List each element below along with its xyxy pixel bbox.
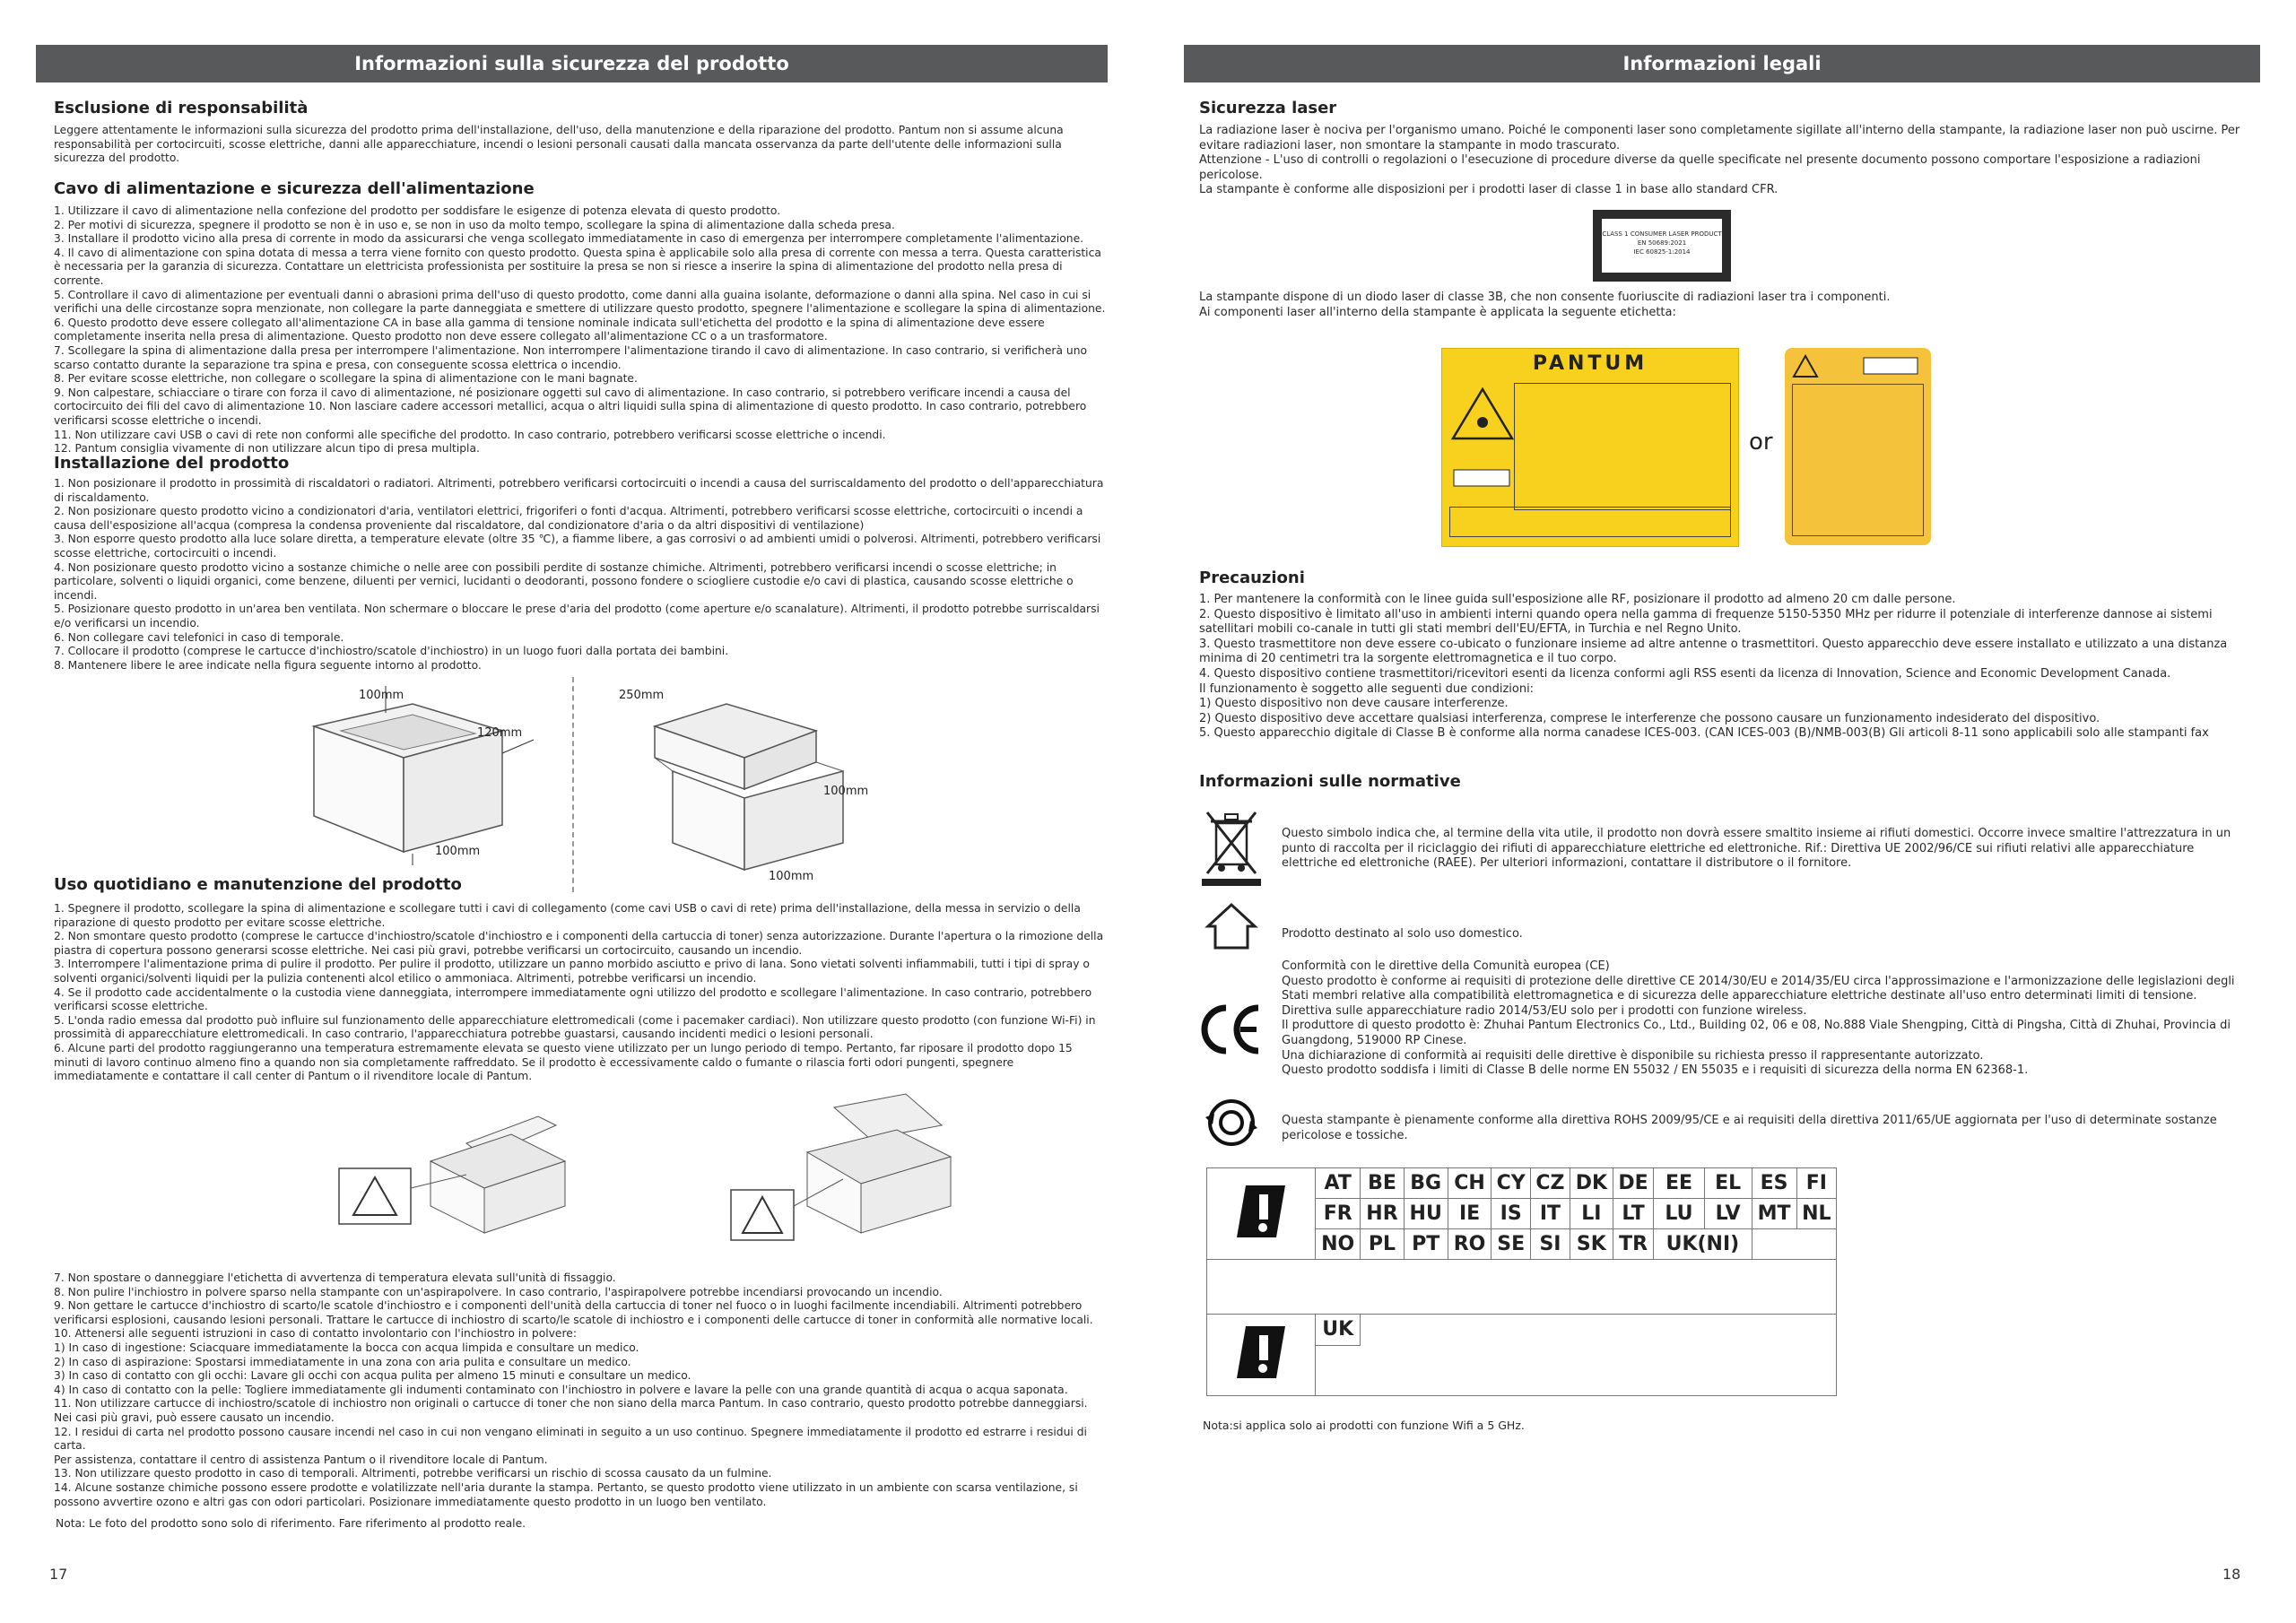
country-code: CH	[1448, 1168, 1491, 1199]
country-code: PL	[1361, 1229, 1404, 1260]
country-code: AT	[1316, 1168, 1361, 1199]
ce-line: Direttiva sulle apparecchiature radio 2014/53/EU solo per i prodotti con funzione wireless.	[1282, 1003, 1807, 1018]
laser-line: La radiazione laser è nociva per l'organismo umano. Poiché le componenti laser sono completamente sigillate all'interno della stampante, la radiazione laser non può uscirne. Per evitare radiazioni laser, non smontare la stampante in modo trascurato.	[1199, 124, 2240, 152]
laser-title: Sicurezza laser	[1199, 99, 1337, 117]
fire-item: Per assistenza, contattare il centro di assistenza Pantum o il rivenditore locale di Pantum.	[54, 1453, 548, 1466]
country-code: PT	[1404, 1229, 1448, 1260]
country-code: MT	[1752, 1199, 1796, 1229]
ce-text	[1282, 959, 2241, 1079]
install-item: 8. Mantenere libere le aree indicate nella figura seguente intorno al prodotto.	[54, 658, 482, 672]
install-item: 2. Non posizionare questo prodotto vicino a condizionatori d'aria, ventilatori elettrici, frigoriferi o fonti d'acqua. Altrimenti, potrebbero verificarsi scosse elettriche, cortocircuiti o incendi a causa dell'esposizione all'acqua (compresa la condensa proveniente dal riscaldatore, dal condizionatore d'aria o da altri dispositivi di ventilazione)	[54, 505, 1083, 532]
laser-text	[1199, 124, 2248, 198]
install-title: Installazione del prodotto	[54, 454, 290, 473]
weee-text: Questo simbolo indica che, al termine della vita utile, il prodotto non dovrà essere smaltito insieme ai rifiuti domestici. Occorre invece smaltire l'attrezzatura in un punto di raccolta per il riciclaggio dei rifiuti di apparecchiature elettriche ed elettroniche. Rif.: Direttiva UE 2002/96/CE sui rifiuti relativi alle apparecchiature elettriche ed elettroniche (RAEE). Per ulteriori informazioni, contattare il distributore o il fornitore.	[1282, 827, 2231, 871]
ce-line: Conformità con le direttive della Comunità europea (CE)	[1282, 959, 1610, 973]
ce-line: Il produttore di questo prodotto è: Zhuhai Pantum Electronics Co., Ltd., Building 02, 06 e 08, No.888 Viale Shengping, Città di Pingsha, Città di Zhuhai, Provincia di Guangdong, 519000 RP Cinese.	[1282, 1019, 2231, 1047]
precaution-item: 3. Questo trasmettitore non deve essere co-ubicato o funzionare insieme ad altre antenne o trasmettitori. Questo apparecchio deve essere installato e utilizzato a una distanza minima di 20 centimetri tra la sorgente elettromagnetica e il tuo corpo.	[1199, 637, 2228, 666]
weee-bin-icon	[1200, 805, 1263, 888]
country-code: DK	[1570, 1168, 1613, 1199]
figure-divider	[572, 677, 574, 892]
country-code: EL	[1704, 1168, 1752, 1199]
laser-text-2	[1199, 291, 2248, 320]
precaution-item: 1. Per mantenere la conformità con le linee guida sull'esposizione alle RF, posizionare il prodotto ad almeno 20 cm dalle persone.	[1199, 593, 1956, 606]
country-code: NO	[1316, 1229, 1361, 1260]
fire-item: 13. Non utilizzare questo prodotto in caso di temporali. Altrimenti, potrebbe verificarsi un rischio di scossa causato da un fulmine.	[54, 1467, 772, 1480]
country-code: TR	[1613, 1229, 1653, 1260]
country-code: SI	[1531, 1229, 1570, 1260]
country-code: EE	[1654, 1168, 1704, 1199]
country-restrictions-table	[1206, 1167, 1837, 1396]
hot-surface-figure-1	[332, 1089, 592, 1237]
restriction-icon-cell	[1207, 1168, 1316, 1260]
install-item: 4. Non posizionare questo prodotto vicino a sostanze chimiche o nelle aree con possibili perdite di sostanze chimiche. Altrimenti, potrebbero verificarsi incendi o scosse elettriche; in particolare, solventi o liquidi organici, come benzene, diluenti per vernici, lucidanti o deodoranti, possono fondere o sciogliere custodie e/o cavi di plastica, causando scosse elettriche o incendi.	[54, 560, 1074, 602]
country-code: LT	[1613, 1199, 1653, 1229]
fire-item: 4) In caso di contatto con la pelle: Togliere immediatamente gli indumenti contaminato con l'inchiostro in polvere e lavare la pelle con una grande quantità di acqua o acqua saponata.	[54, 1383, 1068, 1396]
laser-class-label	[1593, 210, 1731, 282]
clearance-bottom-1: 100mm	[435, 845, 481, 858]
uk-restriction-warning-icon	[1230, 1321, 1292, 1384]
country-code: IT	[1531, 1199, 1570, 1229]
power-item: 8. Per evitare scosse elettriche, non collegare o scollegare la spina di alimentazione con le mani bagnate.	[54, 372, 638, 386]
printer-clearance-figure-1	[278, 681, 547, 870]
disclaimer-title: Esclusione di responsabilità	[54, 99, 309, 117]
precaution-item: 1) Questo dispositivo non deve causare interferenze.	[1199, 697, 1509, 711]
country-code: LU	[1654, 1199, 1704, 1229]
daily-use-item: 3. Interrompere l'alimentazione prima di pulire il prodotto. Per pulire il prodotto, utilizzare un panno morbido asciutto e privo di lana. Sono vietati solventi infiammabili, tutti i tipi di spray o solventi organici/solventi liquidi per la pulizia contenenti alcol etilico o ammoniaca. Altrimenti, potrebbe verificarsi un incendio.	[54, 958, 1090, 985]
country-code: BE	[1361, 1168, 1404, 1199]
power-item: 6. Questo prodotto deve essere collegato all'alimentazione CA in base alla gamma di tensione nominale indicata sull'etichetta del prodotto e la spina di alimentazione deve essere completamente inserita nella presa di alimentazione. Questo prodotto non deve essere collegato all'alimentazione CC o a un trasformatore.	[54, 316, 1045, 343]
cert-line: CLASS 1 CONSUMER LASER PRODUCT	[1602, 230, 1722, 238]
house-icon	[1205, 901, 1258, 951]
fire-item: 2) In caso di aspirazione: Spostarsi immediatamente in una zona con aria pulita e consultare un medico.	[54, 1355, 631, 1368]
power-item: 2. Per motivi di sicurezza, spegnere il prodotto se non è in uso e, se non in uso da molto tempo, scollegare la spina di alimentazione dalla scheda presa.	[54, 218, 895, 231]
precaution-item: 2) Questo dispositivo deve accettare qualsiasi interferenza, comprese le interferenze che possono causare un funzionamento indesiderato del dispositivo.	[1199, 711, 2100, 725]
ce-mark-icon	[1199, 1002, 1265, 1056]
country-code: HR	[1361, 1199, 1404, 1229]
clearance-side-2: 100mm	[823, 785, 869, 798]
ce-line: Una dichiarazione di conformità ai requisiti delle direttive è disponibile su richiesta presso il rappresentante autorizzato.	[1282, 1048, 1984, 1063]
install-item: 6. Non collegare cavi telefonici in caso di temporale.	[54, 630, 344, 644]
country-code: NL	[1796, 1199, 1836, 1229]
laser-line: La stampante dispone di un diodo laser di classe 3B, che non consente fuoriuscite di radiazioni laser tra i componenti.	[1199, 291, 1891, 304]
fire-safety-list	[54, 1271, 1108, 1509]
country-code-uk: UK	[1316, 1315, 1361, 1346]
wifi-note: Nota:si applica solo ai prodotti con funzione Wifi a 5 GHz.	[1203, 1419, 1525, 1432]
fire-item: 1) In caso di ingestione: Sciacquare immediatamente la bocca con acqua limpida e consultare un medico.	[54, 1341, 639, 1354]
daily-use-title: Uso quotidiano e manutenzione del prodotto	[54, 875, 462, 894]
hot-surface-figure-2	[726, 1089, 978, 1242]
install-list	[54, 477, 1108, 673]
fire-item: 10. Attenersi alle seguenti istruzioni in caso di contatto involontario con l'inchiostro in polvere:	[54, 1327, 577, 1341]
country-code: LI	[1570, 1199, 1613, 1229]
country-code: HU	[1404, 1199, 1448, 1229]
power-item: 3. Installare il prodotto vicino alla presa di corrente in modo da assicurarsi che venga scollegato immediatamente in caso di emergenza per interrompere completamente l'alimentazione.	[54, 232, 1084, 246]
fire-item: 3) In caso di contatto con gli occhi: Lavare gli occhi con acqua pulita per almeno 15 minuti e consultare un medico.	[54, 1369, 691, 1383]
fire-item: 12. I residui di carta nel prodotto possono causare incendi nel caso in cui non vengano eliminati in seguito a un uso continuo. Spegnere immediatamente il prodotto ed estrarre i residui di carta.	[54, 1425, 1087, 1453]
uk-restriction-icon-cell	[1207, 1315, 1316, 1396]
clearance-side-1: 120mm	[477, 726, 523, 740]
ce-line: Questo prodotto soddisfa i limiti di Classe B delle norme EN 55032 / EN 55035 e i requisiti di sicurezza della norma EN 62368-1.	[1282, 1063, 2029, 1078]
daily-use-item: 2. Non smontare questo prodotto (comprese le cartucce d'inchiostro/scatole d'inchiostro e i componenti della cartuccia di toner) senza autorizzazione. Durante l'apertura o la rimozione della piastra di copertura possono generarsi scosse elettriche. Nei casi più gravi, potrebbe verificarsi un cortocircuito, causando un incendio.	[54, 930, 1104, 957]
laser-hazard-icon-small	[1792, 353, 1926, 380]
clearance-top-2: 250mm	[619, 689, 665, 702]
regulatory-title: Informazioni sulle normative	[1199, 772, 1461, 791]
power-item: 5. Controllare il cavo di alimentazione per eventuali danni o abrasioni prima dell'uso di questo prodotto, come danni alla guaina isolante, deformazione o danni alla spina. Nel caso in cui si verifichi una delle circostanze sopra menzionate, non collegare la parte danneggiata e smettere di utilizzare questo prodotto, spegnere l'alimentazione e scollegare la spina di alimentazione.	[54, 288, 1106, 316]
install-item: 7. Collocare il prodotto (comprese le cartucce d'inchiostro/scatole d'inchiostro) in un luogo fuori dalla portata dei bambini.	[54, 645, 729, 658]
clearance-top-1: 100mm	[359, 689, 404, 702]
country-code: FR	[1316, 1199, 1361, 1229]
laser-hazard-icon	[1449, 385, 1517, 501]
country-code: IS	[1492, 1199, 1531, 1229]
power-title: Cavo di alimentazione e sicurezza dell'alimentazione	[54, 179, 535, 198]
clearance-bottom-2: 100mm	[769, 870, 814, 883]
precaution-item: 5. Questo apparecchio digitale di Classe B è conforme alla norma canadese ICES-003. (CAN ICES-003 (B)/NMB-003(B) Gli articoli 8-11 sono applicabili solo alle stampanti fax	[1199, 726, 2209, 741]
country-code: LV	[1704, 1199, 1752, 1229]
country-code: BG	[1404, 1168, 1448, 1199]
power-item: 4. Il cavo di alimentazione con spina dotata di messa a terra viene fornito con questo prodotto. Questa spina è applicabile solo alla presa di corrente con messa a terra. Questa caratteristica è necessaria per la garanzia di sicurezza. Contattare un elettricista professionista per sostituire la presa se non si riesce a inserire la spina di alimentazione del prodotto nella presa di corrente.	[54, 246, 1101, 287]
right-banner: Informazioni legali	[1184, 45, 2260, 82]
home-use-text: Prodotto destinato al solo uso domestico.	[1282, 927, 1523, 941]
country-code: ES	[1752, 1168, 1796, 1199]
power-item: 11. Non utilizzare cavi USB o cavi di rete non conformi alle specifiche del prodotto. In caso contrario, potrebbero verificarsi scosse elettriche o incendi.	[54, 428, 886, 441]
fire-item: 14. Alcune sostanze chimiche possono essere prodotte e volatilizzate nell'aria durante la stampa. Pertanto, se questo prodotto viene utilizzato in un ambiente con scarsa ventilazione, si possono avvertire ozono e altri gas con odori particolari. Posizionare immediatamente questo prodotto in un luogo ben ventilato.	[54, 1480, 1078, 1508]
fire-item: 7. Non spostare o danneggiare l'etichetta di avvertenza di temperatura elevata sull'unità di fissaggio.	[54, 1271, 616, 1284]
laser-line: Attenzione - L'uso di controlli o regolazioni o l'esecuzione di procedure diverse da quelle specificate nel presente documento possono comportare l'esposizione a radiazioni pericolose.	[1199, 153, 2201, 182]
fire-item: 9. Non gettare le cartucce d'inchiostro di scarto/le scatole d'inchiostro e i componenti dell'unità della cartuccia di toner nel fuoco o in luoghi facilmente incendiabili. Altrimenti potrebbero verificarsi esplosioni, causando lesioni personali. Trattare le cartucce di inchiostro di scarto/le scatole di inchiostro e i componenti delle cartucce di toner in conformità alle normative locali.	[54, 1299, 1093, 1326]
country-code: IE	[1448, 1199, 1491, 1229]
precautions-list	[1199, 593, 2257, 742]
cert-line: EN 50689:2021	[1637, 239, 1687, 247]
fire-item: 11. Non utilizzare cartucce di inchiostro/scatole di inchiostro non originali o cartucce di toner che non siano della marca Pantum. In caso contrario, questo prodotto potrebbe danneggiarsi. Nei casi più gravi, può essere causato un incendio.	[54, 1397, 1088, 1424]
country-code: SK	[1570, 1229, 1613, 1260]
daily-use-item: 1. Spegnere il prodotto, scollegare la spina di alimentazione e scollegare tutti i cavi di collegamento (come cavi USB o cavi di rete) prima dell'installazione, della messa in servizio o della riparazione di questo prodotto per evitare scosse elettriche.	[54, 902, 1081, 929]
country-code: DE	[1613, 1168, 1653, 1199]
laser-line: Ai componenti laser all'interno della stampante è applicata la seguente etichetta:	[1199, 305, 1676, 319]
power-item: 9. Non calpestare, schiacciare o tirare con forza il cavo di alimentazione, né posizionare oggetti sul cavo di alimentazione. In caso contrario, si potrebbero verificare incendi a causa del cortocircuito dei fili del cavo di alimentazione 10. Non lasciare cadere accessori metallici, acqua o altri liquidi sulla spina di alimentazione di questo prodotto. In caso contrario, potrebbero verificarsi scosse elettriche o incendi.	[54, 386, 1087, 427]
rohs-recycle-icon	[1202, 1096, 1261, 1150]
or-text: or	[1749, 429, 1773, 456]
daily-use-item: 6. Alcune parti del prodotto raggiungeranno una temperatura estremamente elevata se questo viene utilizzato per un lungo periodo di tempo. Pertanto, far riposare il prodotto dopo 15 minuti di lavoro continuo almeno fino a quando non sia completamente raffreddato. Se il prodotto è eccessivamente caldo o fumante o rilascia forti odori pungenti, spegnere immediatamente e contattare il call center di Pantum o il rivenditore locale di Pantum.	[54, 1041, 1073, 1083]
page-number-left: 17	[49, 1566, 68, 1583]
left-page	[36, 0, 1108, 1623]
laser-line: La stampante è conforme alle disposizioni per i prodotti laser di classe 1 in base allo standard CFR.	[1199, 183, 1779, 196]
power-item: 1. Utilizzare il cavo di alimentazione nella confezione del prodotto per soddisfare le esigenze di potenza elevata di questo prodotto.	[54, 204, 781, 217]
install-item: 5. Posizionare questo prodotto in un'area ben ventilata. Non schermare o bloccare le prese d'aria del prodotto (come aperture e/o scanalature). Altrimenti, il prodotto potrebbe surriscaldarsi e/o verificarsi un incendio.	[54, 603, 1100, 629]
country-code: UK(NI)	[1654, 1229, 1752, 1260]
precaution-item: 2. Questo dispositivo è limitato all'uso in ambienti interni quando opera nella gamma di frequenze 5150-5350 MHz per ridurre il potenziale di interferenze dannose ai sistemi satellitari mobili co-canale in tutti gli stati membri dell'EU/EFTA, in Turchia e nel Regno Unito.	[1199, 607, 2213, 637]
page-number-right: 18	[2222, 1566, 2241, 1583]
disclaimer-text: Leggere attentamente le informazioni sulla sicurezza del prodotto prima dell'installazione, dell'uso, della manutenzione e della riparazione del prodotto. Pantum non si assume alcuna responsabilità per cortocircuiti, scosse elettriche, danni alle apparecchiature, incendi o lesioni personali causati dalla mancata osservanza da parte dell'utente delle informazioni sulla sicurezza del prodotto.	[54, 124, 1064, 165]
install-item: 3. Non esporre questo prodotto alla luce solare diretta, a temperature elevate (oltre 35 ℃), a fiamme libere, a gas corrosivi o ad ambienti umidi o polverosi. Altrimenti, potrebbero verificarsi scosse elettriche, cortocircuiti o incendi.	[54, 533, 1101, 560]
precaution-item: 4. Questo dispositivo contiene trasmettitori/ricevitori esenti da licenza conformi agli RSS esenti da licenza di Innovation, Science and Economic Development Canada.	[1199, 666, 2171, 681]
cert-line: IEC 60825-1:2014	[1633, 248, 1691, 256]
photo-note: Nota: Le foto del prodotto sono solo di riferimento. Fare riferimento al prodotto reale.	[56, 1517, 526, 1530]
daily-use-item: 5. L'onda radio emessa dal prodotto può influire sul funzionamento delle apparecchiature elettromedicali (come i pacemaker cardiaci). Non utilizzare questo prodotto (con funzione Wi-Fi) in prossimità di apparecchiature elettromedicali. In caso contrario, l'apparecchiatura potrebbe guastarsi, causando incidenti medici o lesioni personali.	[54, 1013, 1096, 1041]
power-list	[54, 204, 1108, 456]
laser-warning-label-2	[1785, 348, 1931, 545]
pantum-logo: PANTUM	[1532, 352, 1648, 375]
daily-use-item: 4. Se il prodotto cade accidentalmente o la custodia viene danneggiata, interrompere immediatamente ogni utilizzo del prodotto e scollegare l'alimentazione. In caso contrario, potrebbero verificarsi scosse elettriche.	[54, 985, 1092, 1013]
daily-use-list	[54, 902, 1108, 1084]
power-item: 12. Pantum consiglia vivamente di non utilizzare alcun tipo di presa multipla.	[54, 442, 480, 456]
fire-item: 8. Non pulire l'inchiostro in polvere sparso nella stampante con un'aspirapolvere. In caso contrario, l'aspirapolvere potrebbe incendiarsi provocando un incendio.	[54, 1285, 943, 1298]
ce-line: Questo prodotto è conforme ai requisiti di protezione delle direttive CE 2014/30/EU e 2014/35/EU circa l'approssimazione e l'armonizzazione delle legislazioni degli Stati membri relative alla compatibilità elettromagnetica e di sicurezza delle apparecchiature elettriche destinate all'uso entro determinati limiti di tensione.	[1282, 974, 2235, 1003]
country-code: CZ	[1531, 1168, 1570, 1199]
country-code: CY	[1492, 1168, 1531, 1199]
power-item: 7. Scollegare la spina di alimentazione dalla presa per interrompere l'alimentazione. Non interrompere l'alimentazione tirando il cavo di alimentazione. In caso contrario, si verificherà uno scarso contatto durante la separazione tra spina e presa, con conseguente scossa elettrica o incendio.	[54, 343, 1088, 371]
country-code: FI	[1796, 1168, 1836, 1199]
country-code: RO	[1448, 1229, 1491, 1260]
precautions-title: Precauzioni	[1199, 568, 1305, 587]
restriction-warning-icon	[1230, 1180, 1292, 1243]
left-banner: Informazioni sulla sicurezza del prodotto	[36, 45, 1108, 82]
precaution-item: Il funzionamento è soggetto alle seguenti due condizioni:	[1199, 681, 1535, 696]
rohs-text: Questa stampante è pienamente conforme alla direttiva ROHS 2009/95/CE e ai requisiti della direttiva 2011/65/UE aggiornata per l'uso di determinate sostanze pericolose e tossiche.	[1282, 1114, 2217, 1142]
laser-warning-label-1	[1441, 348, 1739, 547]
install-item: 1. Non posizionare il prodotto in prossimità di riscaldatori o radiatori. Altrimenti, potrebbero verificarsi cortocircuiti o incendi a causa del surriscaldamento del prodotto o dell'apparecchiatura di riscaldamento.	[54, 477, 1104, 504]
country-code: SE	[1492, 1229, 1531, 1260]
